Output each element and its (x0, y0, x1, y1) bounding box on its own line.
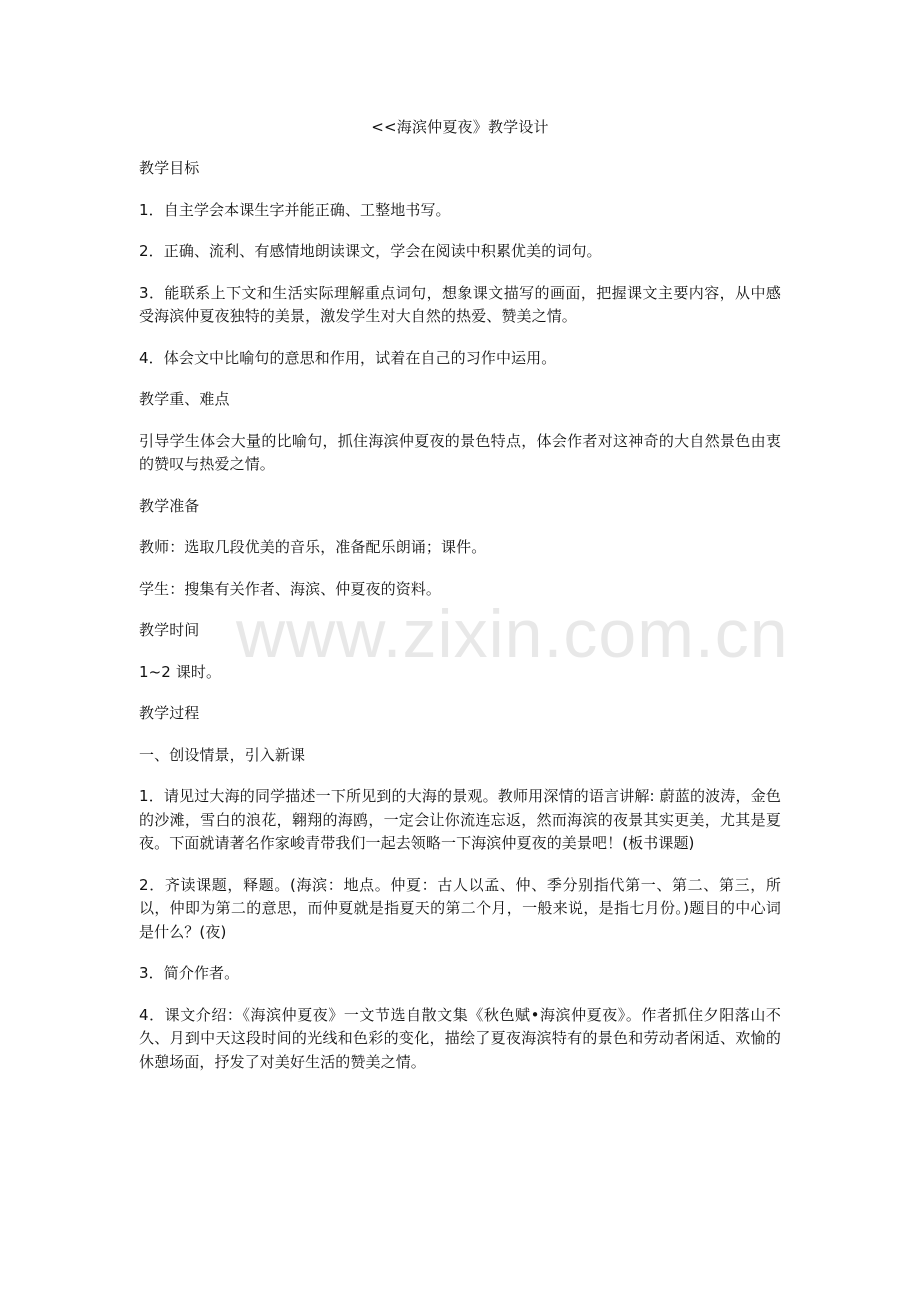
time-text: 1~2 课时。 (139, 662, 222, 681)
process-step-4: 4．课文介绍：《海滨仲夏夜》一文节选自散文集《秋色赋•海滨仲夏夜》。作者抓住夕阳落山不久、月到中天这段时间的光线和色彩的变化，描绘了夏夜海滨特有的景色和劳动者闲适、欢愉的休憩场面，抒发了对美好生活的赞美之情。 (139, 1005, 781, 1071)
section-heading-key-points: 教学重、难点 (139, 390, 230, 408)
objective-item-1: 1．自主学会本课生字并能正确、工整地书写。 (139, 200, 451, 219)
key-points-text: 引导学生体会大量的比喻句，抓住海滨仲夏夜的景色特点，体会作者对这神奇的大自然景色由衷的赞叹与热爱之情。 (139, 431, 781, 473)
watermark: www.zixin.com.cn (236, 596, 789, 672)
objective-item-4: 4．体会文中比喻句的意思和作用，试着在自己的习作中运用。 (139, 348, 557, 367)
process-part-1-heading: 一、创设情景，引入新课 (139, 745, 306, 764)
process-step-2: 2．齐读课题，释题。(海滨：地点。仲夏：古人以孟、仲、季分别指代第一、第二、第三，所以，仲即为第二的意思，而仲夏就是指夏天的第二个月，一般来说，是指七月份。)题目的中心词是什么？(夜) (139, 875, 781, 941)
process-step-1: 1．请见过大海的同学描述一下所见到的大海的景观。教师用深情的语言讲解: 蔚蓝的波涛，金色的沙滩，雪白的浪花，翱翔的海鸥，一定会让你流连忘返，然而海滨的夜景其实更美，尤其是夏夜。下面就请著名作家峻青带我们一起去领略一下海滨仲夏夜的美景吧！(板书课题) (139, 787, 781, 852)
preparation-teacher: 教师：选取几段优美的音乐，准备配乐朗诵；课件。 (139, 538, 487, 556)
preparation-student: 学生：搜集有关作者、海滨、仲夏夜的资料。 (139, 579, 442, 598)
process-step-3: 3．简介作者。 (139, 964, 240, 982)
section-heading-time: 教学时间 (139, 621, 200, 639)
objective-item-2: 2．正确、流利、有感情地朗读课文，学会在阅读中积累优美的词句。 (139, 242, 602, 260)
section-heading-objectives: 教学目标 (139, 159, 200, 177)
objective-item-3: 3．能联系上下文和生活实际理解重点词句，想象课文描写的画面，把握课文主要内容，从中感受海滨仲夏夜独特的美景，激发学生对大自然的热爱、赞美之情。 (139, 283, 781, 325)
section-heading-process: 教学过程 (139, 704, 200, 722)
document-body (139, 115, 789, 1092)
section-heading-preparation: 教学准备 (139, 496, 200, 515)
document-title: <<海滨仲夏夜》教学设计 (371, 118, 549, 136)
